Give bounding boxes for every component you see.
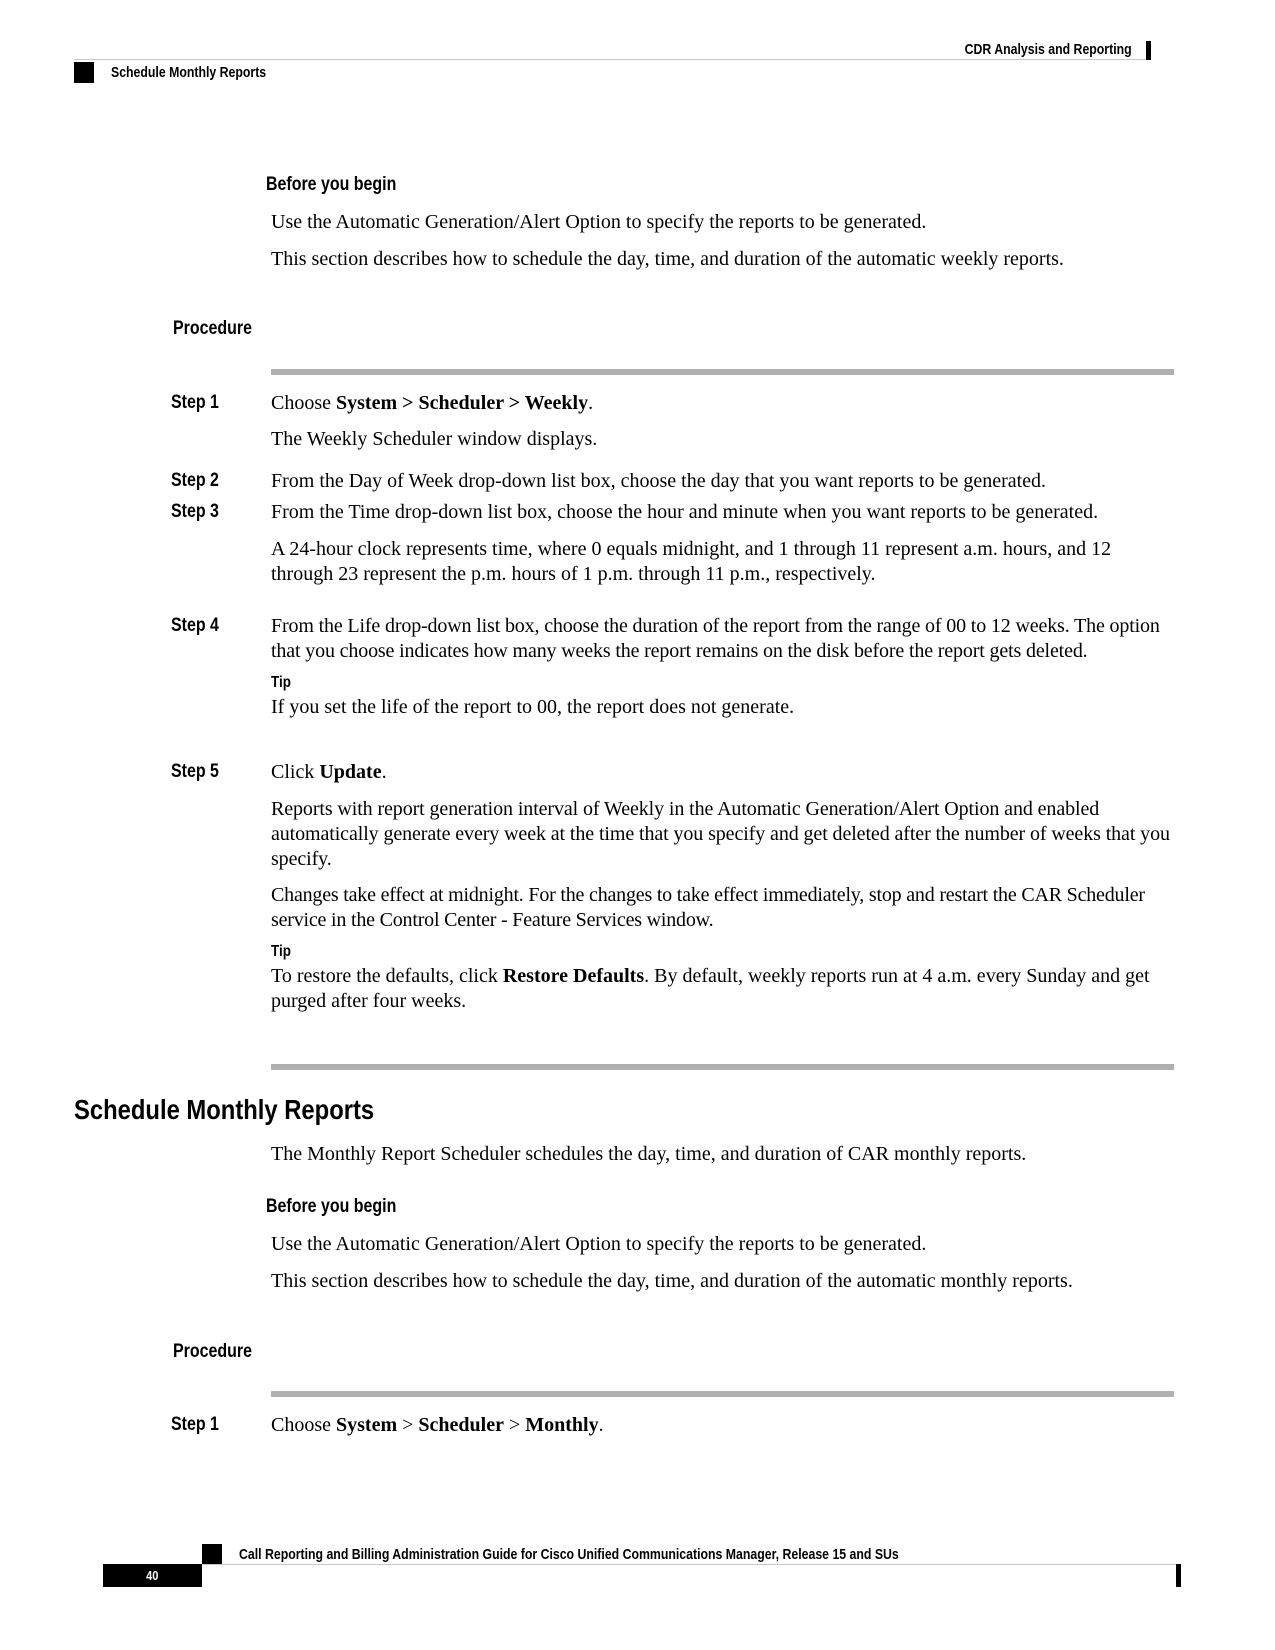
weekly-procedure-heading-text: Procedure <box>173 318 252 339</box>
tip-text: . By default, weekly reports run at 4 a.m. every Sunday and get purged after four weeks. <box>271 965 1150 1012</box>
weekly-procedure-top-rule <box>271 369 1174 375</box>
step-text: . <box>381 761 387 783</box>
footer-page-number-box <box>103 1564 202 1587</box>
step-label-text: Step 1 <box>171 1414 219 1435</box>
header-chapter-title <box>928 41 1132 59</box>
weekly-step2-text: From the Day of Week drop-down list box, choose the day that you want reports to be generated. <box>271 470 1047 492</box>
tip-label-text: Tip <box>271 674 291 691</box>
weekly-step3-text: From the Time drop-down list box, choose the hour and minute when you want reports to be generated. <box>271 501 1099 523</box>
step-label-text: Step 2 <box>171 470 219 491</box>
step-label-text: Step 1 <box>171 392 219 413</box>
weekly-before-p1: Use the Automatic Generation/Alert Option to specify the reports to be generated. <box>271 211 927 233</box>
weekly-step5-label <box>171 761 228 783</box>
header-right-bar <box>1146 41 1151 60</box>
tip-label-text: Tip <box>271 943 291 960</box>
weekly-step5-tip-label <box>271 943 295 961</box>
monthly-heading-text: Schedule Monthly Reports <box>74 1094 375 1125</box>
menu-path-separator: > <box>503 1414 526 1436</box>
weekly-step2-label <box>171 470 228 492</box>
footer-rule <box>202 1564 1180 1565</box>
step-label-text: Step 4 <box>171 615 219 636</box>
footer-right-bar <box>1176 1564 1181 1587</box>
weekly-step1-label <box>171 392 228 414</box>
step-text: . <box>588 392 594 414</box>
menu-path-separator: > <box>397 392 419 414</box>
menu-path-separator: > <box>503 392 525 414</box>
restore-defaults-button-name: Restore Defaults <box>502 965 645 987</box>
weekly-step4-tip-label <box>271 674 295 692</box>
step-label-text: Step 5 <box>171 761 219 782</box>
weekly-step5-p2: Changes take effect at midnight. For the changes to take effect immediately, stop and restart the CAR Scheduler service in the Control Center - Feature Services window. <box>271 884 1145 931</box>
weekly-step5-p1: Reports with report generation interval of Weekly in the Automatic Generation/Alert Option and enabled automatically generate every week at the time that you specify and get deleted after the number of weeks that you specify. <box>271 798 1170 870</box>
monthly-procedure-top-rule <box>271 1391 1174 1397</box>
step-text: Choose <box>271 1414 336 1436</box>
weekly-step3-note: A 24-hour clock represents time, where 0 equals midnight, and 1 through 11 represent a.m. hours, and 12 through 23 represent the p.m. hours of 1 p.m. through 11 p.m., respectively. <box>271 538 1112 585</box>
footer-square <box>202 1544 222 1564</box>
weekly-procedure-bottom-rule <box>271 1064 1174 1070</box>
tip-text: To restore the defaults, click <box>271 965 503 987</box>
weekly-step5-tip-text <box>271 964 1176 1014</box>
step-label-text: Step 3 <box>171 501 219 522</box>
weekly-step4-text: From the Life drop-down list box, choose the duration of the report from the range of 00 to 12 weeks. The option that you choose indicates how many weeks the report remains on the disk before the report gets deleted. <box>271 615 1160 662</box>
update-button-name: Update <box>319 761 382 783</box>
header-rule <box>74 59 1150 60</box>
monthly-procedure-heading-text: Procedure <box>173 1341 252 1362</box>
monthly-before-heading <box>266 1196 421 1218</box>
menu-path-scheduler: Scheduler <box>418 392 504 414</box>
chapter-title-text: CDR Analysis and Reporting <box>965 41 1132 58</box>
header-section-title <box>111 64 300 82</box>
monthly-before-heading-text: Before you begin <box>266 1196 397 1217</box>
weekly-step4-tip-text: If you set the life of the report to 00, the report does not generate. <box>271 696 795 718</box>
guide-title-text: Call Reporting and Billing Administration Guide for Cisco Unified Communications Manager, Release 15 and SUs <box>239 1546 899 1563</box>
monthly-step1-text <box>271 1413 1176 1438</box>
step-text: Choose <box>271 392 336 414</box>
weekly-step1-result: The Weekly Scheduler window displays. <box>271 428 598 450</box>
menu-path-scheduler: Scheduler <box>418 1414 504 1436</box>
monthly-procedure-heading <box>173 1341 267 1363</box>
weekly-before-p2: This section describes how to schedule the day, time, and duration of the automatic weekly reports. <box>271 248 1064 270</box>
monthly-section-heading <box>74 1094 427 1127</box>
monthly-intro: The Monthly Report Scheduler schedules the day, time, and duration of CAR monthly reports. <box>271 1143 1027 1165</box>
section-title-text: Schedule Monthly Reports <box>111 64 267 81</box>
footer-guide-title <box>239 1546 1044 1564</box>
menu-path-system: System <box>336 1414 398 1436</box>
step-text: Click <box>271 761 320 783</box>
weekly-step5-text <box>271 760 1176 785</box>
weekly-before-heading-text: Before you begin <box>266 174 397 195</box>
monthly-step1-label <box>171 1414 228 1436</box>
weekly-step3-label <box>171 501 228 523</box>
weekly-procedure-heading <box>173 318 267 340</box>
menu-path-weekly: Weekly <box>524 392 589 414</box>
menu-path-monthly: Monthly <box>525 1414 599 1436</box>
weekly-step4-label <box>171 615 228 637</box>
monthly-before-p1: Use the Automatic Generation/Alert Option to specify the reports to be generated. <box>271 1233 927 1255</box>
weekly-before-heading <box>266 174 421 196</box>
menu-path-system: System <box>336 392 398 414</box>
page-number-text: 40 <box>146 1568 159 1583</box>
menu-path-separator: > <box>397 1414 419 1436</box>
header-left-square <box>74 62 94 83</box>
step-text: . <box>598 1414 604 1436</box>
monthly-before-p2: This section describes how to schedule the day, time, and duration of the automatic monthly reports. <box>271 1270 1073 1292</box>
weekly-step1-text <box>271 391 1176 416</box>
